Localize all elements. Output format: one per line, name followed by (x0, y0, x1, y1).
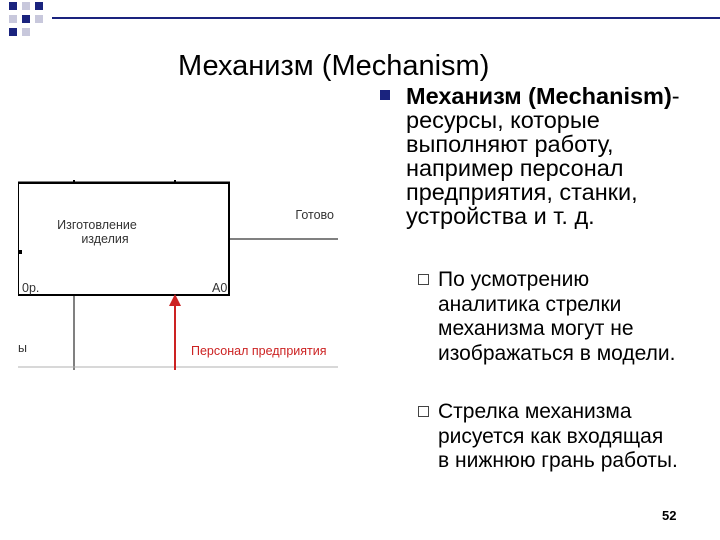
page-number: 52 (662, 508, 677, 523)
sub-bullet-text: Стрелка механизма рисуется как входящая в нижнюю грань работы. (438, 400, 678, 472)
input-label-fragment: 0р. (22, 281, 40, 295)
main-bullet-text (406, 84, 706, 228)
bullet-term: Механизм (Mechanism) (406, 83, 672, 109)
decorative-squares (0, 0, 60, 45)
slide-title: Механизм (Mechanism) (178, 50, 490, 82)
bullet-square-icon (380, 90, 390, 100)
checkbox-bullet-icon (418, 274, 429, 285)
header-rule (52, 17, 720, 19)
input-arrow-stub (18, 250, 22, 254)
activity-id: A0 (212, 281, 228, 295)
idef0-diagram (18, 180, 338, 370)
output-label: Готово (295, 208, 334, 222)
activity-label-line2: изделия (81, 232, 129, 246)
bullet-description: - ресурсы, которые выполняют работу, например персонал предприятия, станки, устройства и т. д. (406, 83, 680, 229)
sub-bullet-text: По усмотрению аналитика стрелки механизма могут не изображаться в модели. (438, 268, 676, 365)
left-label-fragment: ы (18, 341, 27, 355)
activity-label-line1: Изготовление (57, 218, 137, 232)
mechanism-label: Персонал предприятия (191, 344, 327, 358)
checkbox-bullet-icon (418, 406, 429, 417)
